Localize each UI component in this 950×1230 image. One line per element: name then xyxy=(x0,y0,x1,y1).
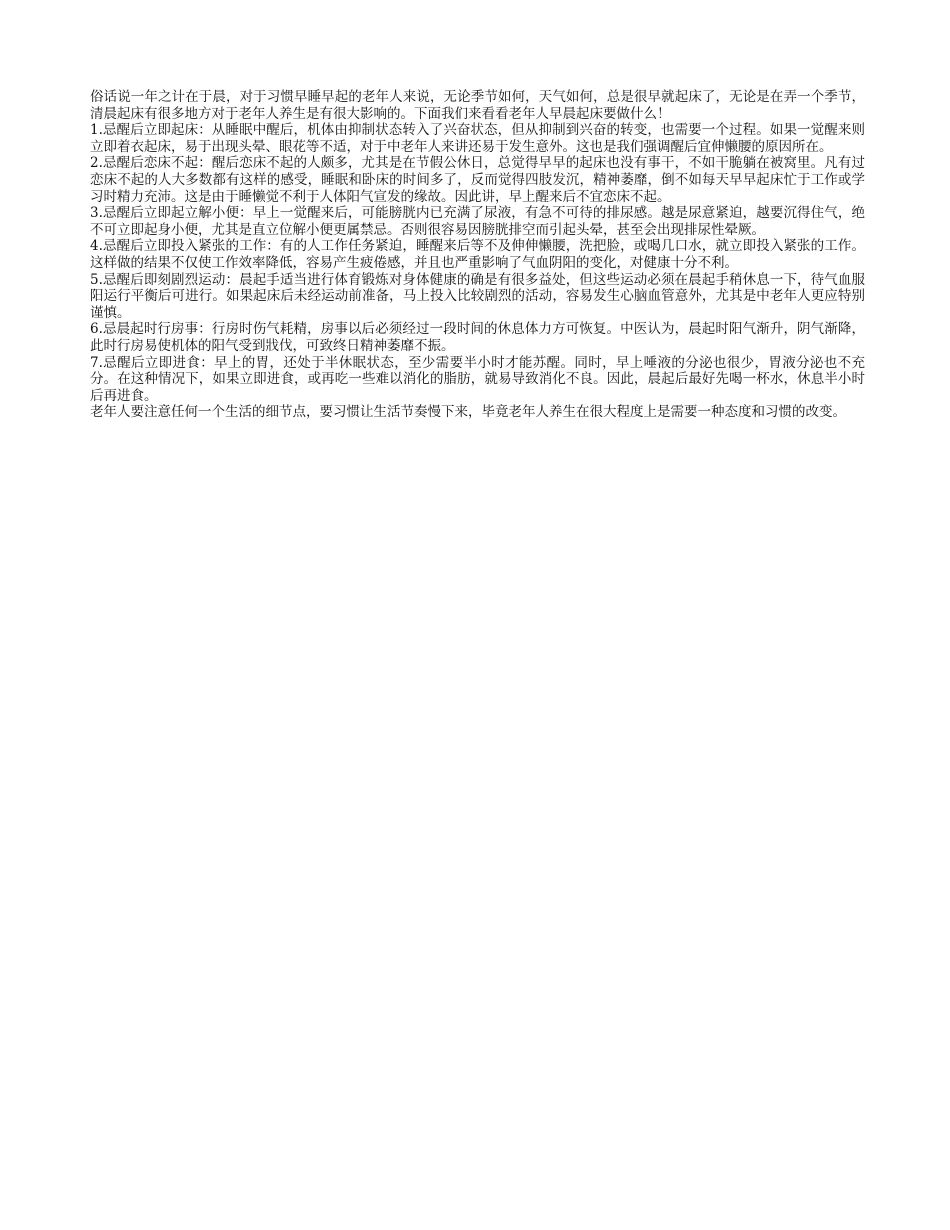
tip-2-paragraph: 2.忌醒后恋床不起：醒后恋床不起的人颇多，尤其是在节假公休日，总觉得早早的起床也没有事干，不如干脆躺在被窝里。凡有过恋床不起的人大多数都有这样的感受，睡眠和卧床的时间多了，反而觉得四肢发沉，精神萎靡，倒不如每天早早起床忙于工作或学习时精力充沛。这是由于睡懒觉不利于人体阳气宣发的缘故。因此讲，早上醒来后不宜恋床不起。 xyxy=(90,155,865,205)
tip-5-paragraph: 5.忌醒后即刻剧烈运动：晨起手适当进行体育锻炼对身体健康的确是有很多益处，但这些运动必须在晨起手稍休息一下，待气血服阳运行平衡后可进行。如果起床后未经运动前准备，马上投入比较剧烈的活动，容易发生心脑血管意外，尤其是中老年人更应特别谨慎。 xyxy=(90,271,865,321)
tip-6-paragraph: 6.忌晨起时行房事：行房时伤气耗精，房事以后必须经过一段时间的休息体力方可恢复。中医认为，晨起时阳气渐升，阴气渐降，此时行房易使机体的阳气受到戕伐，可致终日精神萎靡不振。 xyxy=(90,321,865,354)
tip-7-paragraph: 7.忌醒后立即进食：早上的胃，还处于半休眠状态，至少需要半小时才能苏醒。同时，早上唾液的分泌也很少，胃液分泌也不充分。在这种情况下，如果立即进食，或再吃一些难以消化的脂肪，就易导致消化不良。因此，晨起后最好先喝一杯水，休息半小时后再进食。 xyxy=(90,354,865,404)
tip-3-paragraph: 3.忌醒后立即起立解小便：早上一觉醒来后，可能膀胱内已充满了尿液，有急不可待的排尿感。越是尿意紧迫，越要沉得住气，绝不可立即起身小便，尤其是直立位解小便更属禁忌。否则很容易因膀胱排空而引起头晕，甚至会出现排尿性晕厥。 xyxy=(90,205,865,238)
tip-4-paragraph: 4.忌醒后立即投入紧张的工作：有的人工作任务紧迫，睡醒来后等不及伸伸懒腰，洗把脸，或喝几口水，就立即投入紧张的工作。这样做的结果不仅使工作效率降低，容易产生疲倦感，并且也严重影响了气血阴阳的变化，对健康十分不利。 xyxy=(90,238,865,271)
tip-1-paragraph: 1.忌醒后立即起床：从睡眠中醒后，机体由抑制状态转入了兴奋状态，但从抑制到兴奋的转变，也需要一个过程。如果一觉醒来则立即着衣起床，易于出现头晕、眼花等不适，对于中老年人来讲还易于发生意外。这也是我们强调醒后宜伸懒腰的原因所在。 xyxy=(90,122,865,155)
intro-paragraph: 俗话说一年之计在于晨，对于习惯早睡早起的老年人来说，无论季节如何，天气如何，总是很早就起床了，无论是在弄一个季节，清晨起床有很多地方对于老年人养生是有很大影响的。下面我们来看看老年人早晨起床要做什么！ xyxy=(90,89,865,122)
conclusion-paragraph: 老年人要注意任何一个生活的细节点，要习惯让生活节奏慢下来，毕竟老年人养生在很大程度上是需要一种态度和习惯的改变。 xyxy=(90,404,846,421)
document-body xyxy=(90,89,865,421)
